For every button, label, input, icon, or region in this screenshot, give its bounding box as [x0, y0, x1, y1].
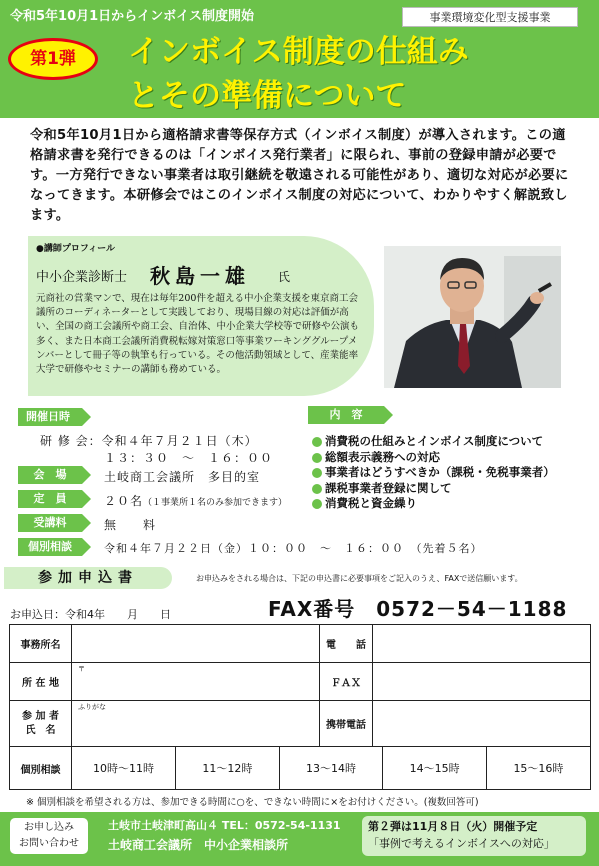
- footer-address: 土岐市土岐津町高山４ TEL：0572-54-1131: [108, 819, 341, 832]
- venue-value: 土岐商工会議所 多目的室: [104, 470, 261, 484]
- list-item: 事業者はどうすべきか（課税・免税事業者）: [312, 465, 555, 481]
- inquiry-line-1: お申し込み: [24, 822, 74, 833]
- company-field[interactable]: [72, 625, 320, 663]
- intro-paragraph: 令和5年10月1日から適格請求書等保存方式（インボイス制度）が導入されます。この適格請求書を発行できるのは「インボイス発行業者」に限られ、事前の登録申請が必要です。一方発行できない事業者は取引継続を敬遠される可能性があり、適切な対応が必要になってきます。本研修会ではこのインボイス制度の対応について、わかりやすく解説致します。: [30, 128, 569, 223]
- application-date: お申込日：令和4年 月 日: [10, 608, 171, 621]
- date-line-2: １３：３０ ～ １６：００: [104, 451, 274, 465]
- postal-mark: 〒: [78, 664, 85, 673]
- address-field[interactable]: [72, 663, 320, 701]
- venue-label: 会 場: [18, 466, 82, 484]
- date-line-1: 研 修 会：令和４年７月２１日（木）: [40, 434, 258, 448]
- capacity-note: （１事業所１名のみ参加できます）: [143, 498, 288, 508]
- company-label: 事務所名: [10, 625, 72, 663]
- list-item: 消費税の仕組みとインボイス制度について: [312, 434, 555, 450]
- lecturer-title: 中小企業診断士: [36, 270, 128, 285]
- list-item: 消費税と資金繰り: [312, 496, 555, 512]
- fax-number: FAX番号 0572－54－1188: [268, 597, 568, 621]
- fax-field[interactable]: [373, 663, 591, 701]
- volume-badge: 第1弾: [8, 38, 98, 80]
- lecturer-honorific: 氏: [278, 270, 291, 284]
- lecturer-bio: 元商社の営業マンで、現在は毎年200件を超える中小企業支援を東京商工会議所のコーディネーターとして実践しており、現場目線の対応は評価が高い、全国の商工会議所や商工会、自治体、中小企業大学校等で研修や公演も多く、また日本商工会議所消費税転嫁対策窓口等事業ワーキンググループメンバーとして冊子等の執筆も行っている。その他活動領域として、産業能率大学で研修やセミナーの講師も務めている。: [36, 293, 360, 376]
- address-label: 所 在 地: [10, 663, 72, 701]
- mobile-field[interactable]: [373, 701, 591, 747]
- next-session-box: [362, 816, 586, 856]
- consult-value: 令和４年７月２２日（金）１０：００ ～ １６：００ （先着５名）: [104, 542, 483, 555]
- phone-label: 電 話: [320, 625, 373, 663]
- contents-label: 内 容: [308, 406, 384, 424]
- consult-row-label: 個別相談: [10, 747, 72, 790]
- consult-instruction: ※ 個別相談を希望される方は、参加できる時間に○を、できない時間に×をお付けください。(複数回答可): [26, 797, 479, 808]
- fax-field-label: ＦＡＸ: [320, 663, 373, 701]
- fee-value: 無 料: [104, 518, 157, 532]
- page-title: [128, 30, 469, 118]
- footer-organization: 土岐商工会議所 中小企業相談所: [108, 838, 289, 852]
- profile-heading: ●講師プロフィール: [36, 244, 115, 254]
- application-label: 参加申込書: [4, 567, 172, 589]
- furigana-label: ふりがな: [78, 702, 106, 711]
- phone-field[interactable]: [373, 625, 591, 663]
- mobile-label: 携帯電話: [320, 701, 373, 747]
- consult-slot-3[interactable]: 13～14時: [279, 747, 383, 789]
- consult-slots: [72, 747, 591, 790]
- contents-list: [312, 434, 555, 512]
- capacity-value: ２０名: [104, 494, 144, 508]
- intro-date-banner: 令和5年10月1日からインボイス制度開始: [10, 9, 255, 24]
- consult-slot-1[interactable]: 10時～11時: [72, 747, 176, 789]
- consult-slot-2[interactable]: 11～12時: [176, 747, 280, 789]
- title-line-2: とその準備について: [128, 78, 407, 114]
- next-session-date: 第２弾は11月８日（火）開催予定: [368, 820, 538, 833]
- fee-label: 受講料: [18, 514, 82, 532]
- consult-slot-4[interactable]: 14～15時: [383, 747, 487, 789]
- capacity-label: 定 員: [18, 490, 82, 508]
- list-item: 課税事業者登録に関して: [312, 481, 555, 497]
- capacity-row: [104, 492, 287, 509]
- participant-label: 参 加 者 氏 名: [10, 701, 72, 747]
- participant-field[interactable]: [72, 701, 320, 747]
- application-note: お申込みをされる場合は、下記の申込書に必要事項をご記入のうえ、FAXで送信願います。: [196, 574, 523, 583]
- inquiry-line-2: お問い合わせ: [19, 838, 79, 849]
- lecturer-name: 秋島一雄: [150, 264, 250, 288]
- consult-slot-5[interactable]: 15～16時: [513, 762, 564, 775]
- next-session-title: 「事例で考えるインボイスへの対応」: [368, 837, 555, 850]
- list-item: 総額表示義務への対応: [312, 450, 555, 466]
- consult-label: 個別相談: [18, 538, 82, 556]
- inquiry-box: [10, 818, 88, 854]
- date-label: 開催日時: [18, 408, 82, 426]
- title-line-1: インボイス制度の仕組み: [128, 34, 469, 70]
- lecturer-photo: [384, 246, 561, 388]
- support-program-badge: 事業環境変化型支援事業: [402, 7, 578, 27]
- application-form: [9, 624, 591, 790]
